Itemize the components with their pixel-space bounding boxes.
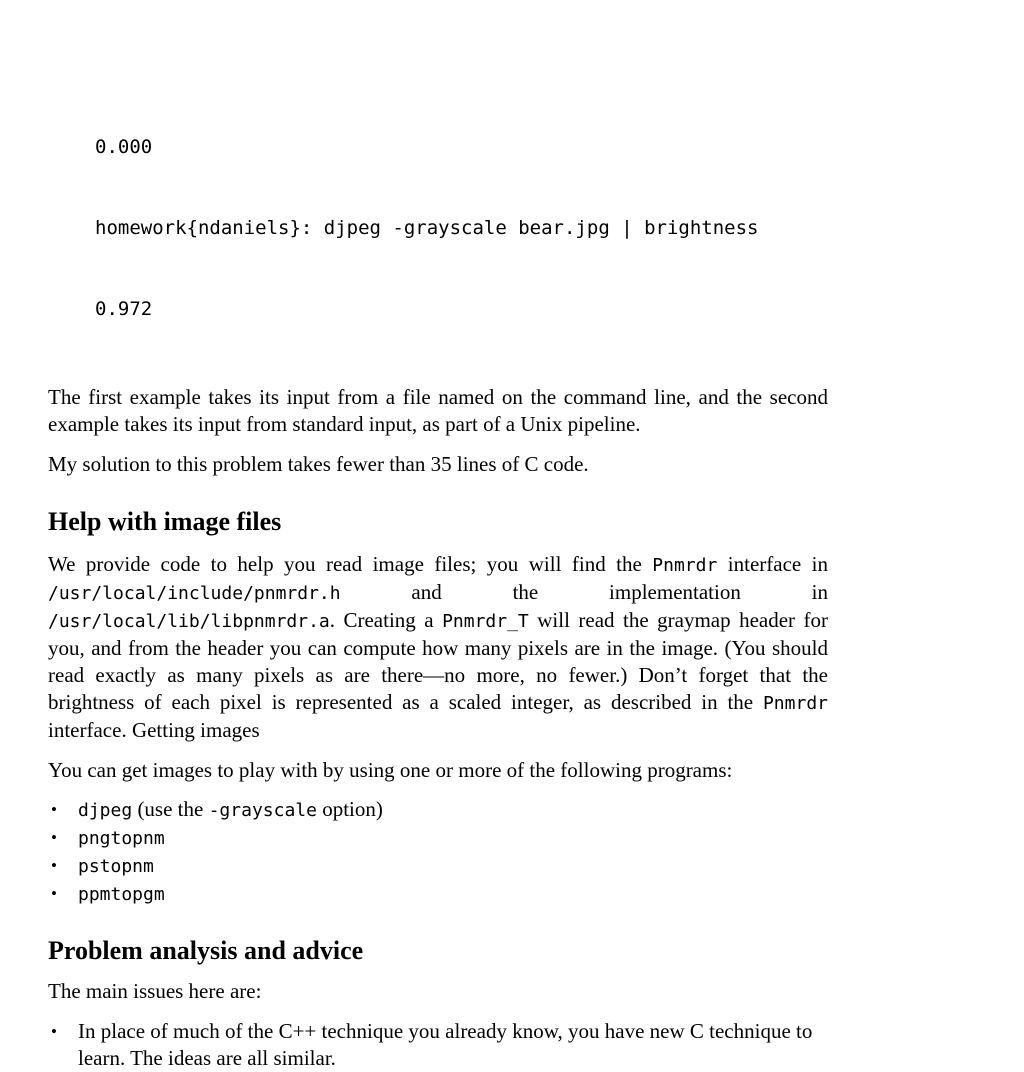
document-page bbox=[48, 80, 828, 1072]
code-pstopnm: pstopnm bbox=[78, 856, 154, 877]
issues-list bbox=[48, 1018, 828, 1072]
code-line-output-1: 0.000 bbox=[95, 136, 153, 158]
code-line-output-2: 0.972 bbox=[95, 298, 153, 320]
code-pnmrdr-header-path: /usr/local/include/pnmrdr.h bbox=[48, 583, 341, 604]
bullet-icon: • bbox=[51, 828, 57, 847]
code-grayscale-option: -grayscale bbox=[208, 800, 317, 821]
list-item-pstopnm bbox=[51, 852, 828, 880]
bullet-icon: • bbox=[51, 800, 57, 819]
code-djpeg: djpeg bbox=[78, 800, 133, 821]
list-item-c-technique bbox=[51, 1018, 828, 1072]
list-item-djpeg bbox=[51, 796, 828, 824]
code-ppmtopgm: ppmtopgm bbox=[78, 884, 165, 905]
paragraph-solution: My solution to this problem takes fewer than 35 lines of C code. bbox=[48, 452, 589, 476]
code-line-command: homework{ndaniels}: djpeg -grayscale bear.jpg | brightness bbox=[95, 217, 759, 239]
code-pnmrdr-lib-path: /usr/local/lib/libpnmrdr.a bbox=[48, 611, 330, 632]
paragraph-help-image-files bbox=[48, 551, 828, 744]
code-pnmrdr-t: Pnmrdr_T bbox=[442, 611, 529, 632]
bullet-icon: • bbox=[51, 884, 57, 903]
terminal-code-block bbox=[95, 80, 828, 377]
bullet-icon: • bbox=[51, 856, 57, 875]
code-pngtopnm: pngtopnm bbox=[78, 828, 165, 849]
djpeg-text-1: (use the bbox=[132, 797, 209, 821]
paragraph-get-images: You can get images to play with by using one or more of the following programs: bbox=[48, 758, 733, 782]
djpeg-text-2: option) bbox=[316, 797, 383, 821]
issue-text: In place of much of the C++ technique you already know, you have new C technique to learn. The ideas are all similar. bbox=[78, 1019, 813, 1070]
help-text-6: interface. Getting images bbox=[48, 718, 260, 742]
paragraph-main-issues: The main issues here are: bbox=[48, 979, 262, 1003]
bullet-icon: • bbox=[51, 1022, 57, 1041]
heading-help-with-image-files: Help with image files bbox=[48, 507, 282, 536]
help-text-2: interface in bbox=[717, 552, 829, 576]
help-text-4: . Creating a bbox=[329, 608, 443, 632]
help-text-3: and the implementation in bbox=[340, 580, 828, 604]
help-text-5: will read the graymap header for you, and from the header you can compute how many pixels are in the image. (You should read exactly as many pixels as are there—no more, no fewer.) Don’t forget that the brightness of each pixel is represented as a scaled integer, as described in the bbox=[48, 608, 828, 714]
paragraph-examples: The first example takes its input from a file named on the command line, and the second example takes its input from standard input, as part of a Unix pipeline. bbox=[48, 385, 828, 436]
tools-list bbox=[48, 796, 828, 908]
list-item-pngtopnm bbox=[51, 824, 828, 852]
code-pnmrdr-interface: Pnmrdr bbox=[762, 693, 828, 714]
code-pnmrdr: Pnmrdr bbox=[652, 555, 718, 576]
list-item-ppmtopgm bbox=[51, 880, 828, 908]
help-text-1: We provide code to help you read image files; you will find the bbox=[48, 552, 653, 576]
heading-problem-analysis: Problem analysis and advice bbox=[48, 936, 364, 965]
